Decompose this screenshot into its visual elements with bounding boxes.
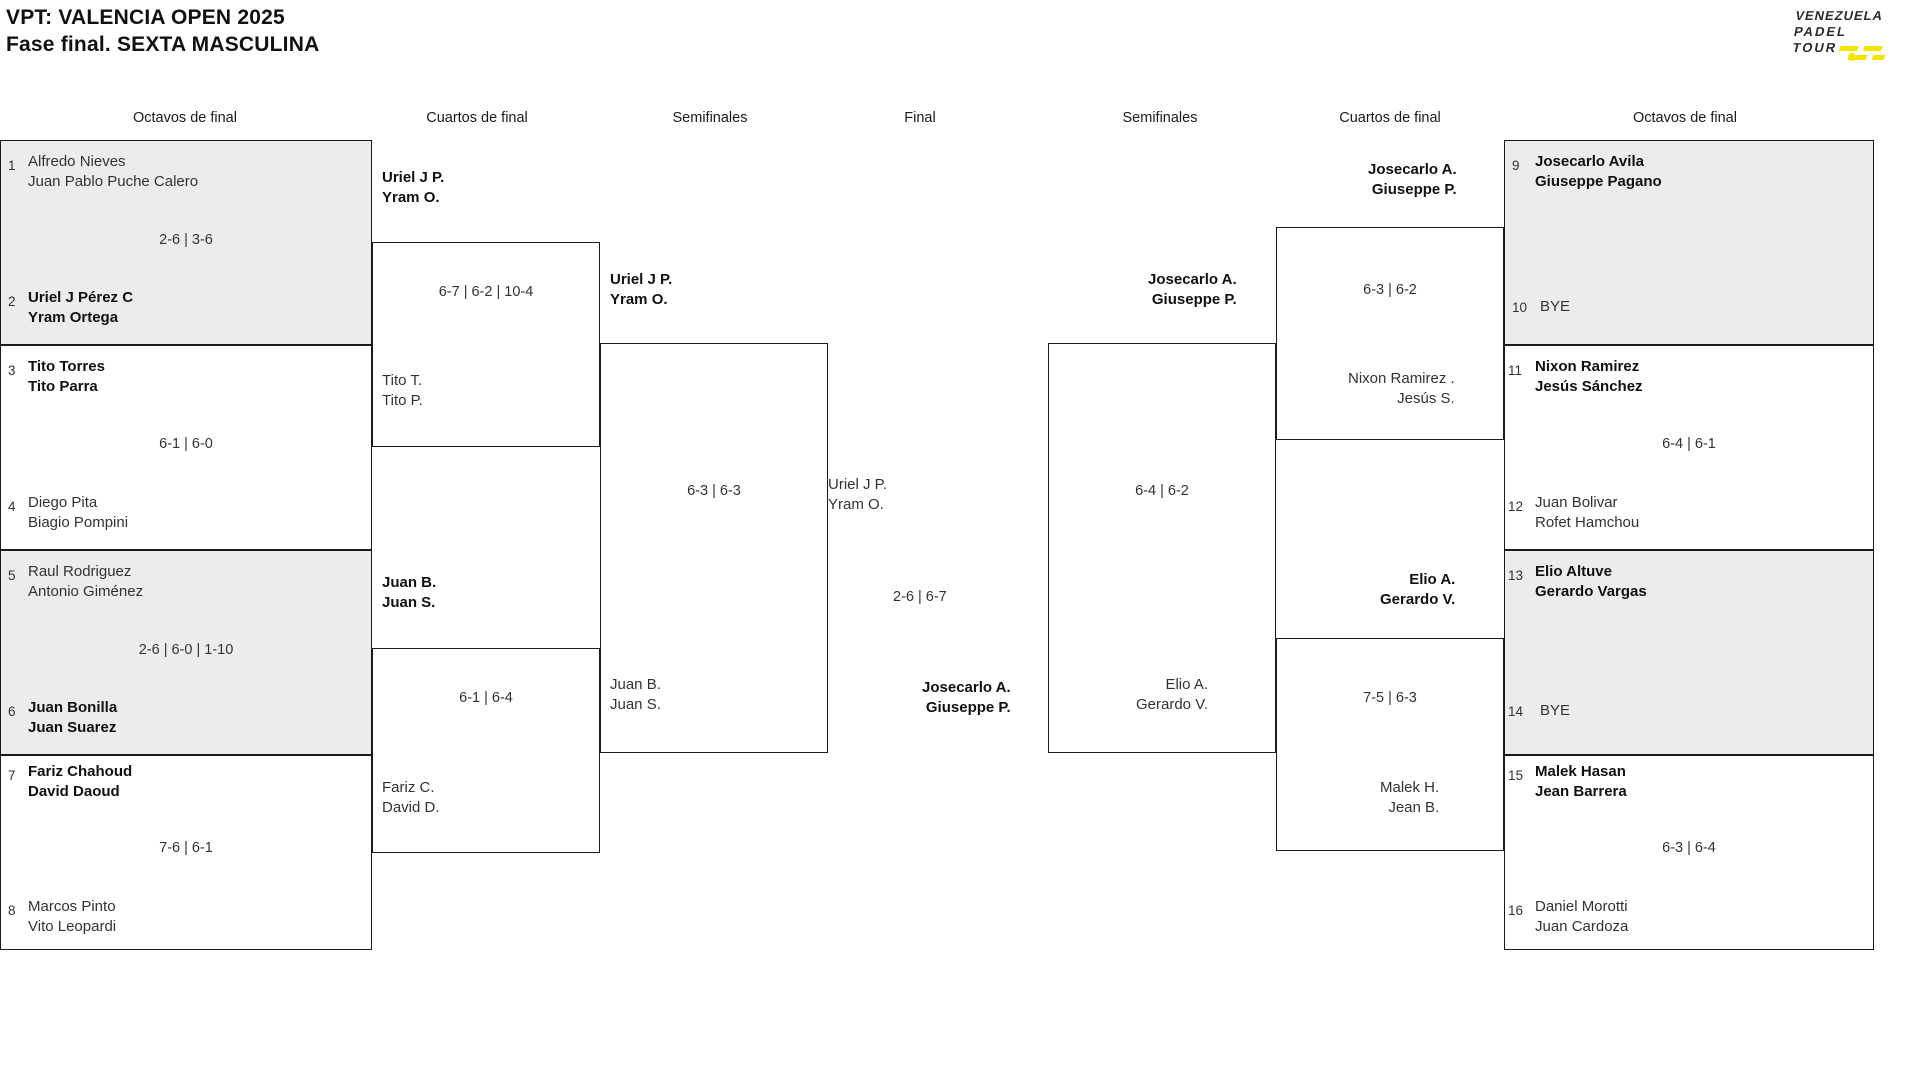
seed-1: 1 [8,158,16,173]
team-left-octavos-5: Raul Rodriguez Antonio Giménez [28,563,144,600]
score-left-cuartos-2: 6-1 | 6-4 [459,690,513,706]
score-left-octavos-1: 2-6 | 3-6 [159,232,213,248]
seed-11: 11 [1508,363,1523,378]
seed-12: 12 [1508,499,1524,514]
team-right-cuartos-1: Josecarlo A. Giuseppe P. [1368,161,1457,198]
score-right-cuartos-1: 6-3 | 6-2 [1363,282,1417,298]
round-header-right-octavos: Octavos de final [1633,110,1737,126]
team-right-cuartos-4: Malek H. Jean B. [1380,779,1440,816]
seed-16: 16 [1508,903,1524,918]
round-header-left-cuartos: Cuartos de final [426,110,528,126]
score-right-cuartos-2: 7-5 | 6-3 [1363,690,1417,706]
team-left-cuartos-1: Uriel J P. Yram O. [382,169,445,206]
page-title [6,4,319,58]
team-right-octavos-16: Daniel Morotti Juan Cardoza [1535,898,1629,935]
team-left-octavos-1: Alfredo Nieves Juan Pablo Puche Calero [28,153,199,190]
match-box-right-cuartos-1[interactable] [1276,227,1504,440]
team-left-octavos-4: Diego Pita Biagio Pompini [28,494,129,531]
score-right-semis: 6-4 | 6-2 [1135,483,1189,499]
score-final: 2-6 | 6-7 [893,589,947,605]
team-right-octavos-12: Juan Bolivar Rofet Hamchou [1535,494,1640,531]
score-left-octavos-4: 7-6 | 6-1 [159,840,213,856]
tournament-subtitle: Fase final. SEXTA MASCULINA [6,33,320,56]
seed-15: 15 [1508,768,1524,783]
tournament-title: VPT: VALENCIA OPEN 2025 [6,6,285,29]
team-left-semis-2: Juan B. Juan S. [610,676,661,713]
match-box-left-cuartos-2[interactable] [372,648,600,853]
round-header-left-semis: Semifinales [672,110,748,126]
round-header-right-semis: Semifinales [1122,110,1198,126]
seed-8: 8 [8,903,16,918]
team-right-octavos-13: Elio Altuve Gerardo Vargas [1535,563,1647,600]
team-right-cuartos-2: Nixon Ramirez . Jesús S. [1348,370,1455,407]
team-right-octavos-11: Nixon Ramirez Jesús Sánchez [1535,358,1643,395]
svg-text:PADEL: PADEL [1792,24,1849,39]
bye-10: BYE [1540,298,1571,315]
team-left-octavos-3: Tito Torres Tito Parra [28,358,105,395]
score-right-octavos-4: 6-3 | 6-4 [1662,840,1716,856]
vpt-logo-icon [1786,4,1906,66]
round-header-right-cuartos: Cuartos de final [1339,110,1441,126]
score-left-semis: 6-3 | 6-3 [687,483,741,499]
match-box-right-cuartos-2[interactable] [1276,638,1504,851]
team-left-cuartos-4: Fariz C. David D. [382,779,440,816]
seed-10: 10 [1512,300,1528,315]
score-left-octavos-2: 6-1 | 6-0 [159,436,213,452]
team-right-semis-2: Elio A. Gerardo V. [1136,676,1208,713]
score-right-octavos-2: 6-4 | 6-1 [1662,436,1716,452]
team-right-octavos-9: Josecarlo Avila Giuseppe Pagano [1535,153,1662,190]
team-left-cuartos-2: Tito T. Tito P. [382,372,423,409]
seed-5: 5 [8,568,16,583]
seed-7: 7 [8,768,16,783]
team-final-right: Josecarlo A. Giuseppe P. [922,679,1011,716]
seed-14: 14 [1508,704,1524,719]
team-final-left: Uriel J P. Yram O. [828,476,887,513]
bye-14: BYE [1540,702,1571,719]
team-left-octavos-2: Uriel J Pérez C Yram Ortega [28,289,134,326]
svg-text:VENEZUELA: VENEZUELA [1793,8,1885,23]
seed-6: 6 [8,704,16,719]
team-left-octavos-7: Fariz Chahoud David Daoud [28,763,133,800]
round-header-final: Final [904,110,936,126]
vpt-logo [1786,4,1906,66]
seed-13: 13 [1508,568,1524,583]
seed-9: 9 [1512,158,1520,173]
match-box-left-cuartos-1[interactable] [372,242,600,447]
team-right-octavos-15: Malek Hasan Jean Barrera [1535,763,1627,800]
svg-text:TOUR: TOUR [1791,40,1839,55]
team-left-cuartos-3: Juan B. Juan S. [382,574,437,611]
seed-3: 3 [8,363,16,378]
team-right-semis-1: Josecarlo A. Giuseppe P. [1148,271,1237,308]
seed-2: 2 [8,294,16,309]
team-left-semis-1: Uriel J P. Yram O. [610,271,673,308]
team-right-cuartos-3: Elio A. Gerardo V. [1380,571,1456,608]
team-left-octavos-6: Juan Bonilla Juan Suarez [28,699,118,736]
round-header-left-octavos: Octavos de final [133,110,237,126]
score-left-octavos-3: 2-6 | 6-0 | 1-10 [138,642,234,658]
seed-4: 4 [8,499,16,514]
score-left-cuartos-1: 6-7 | 6-2 | 10-4 [438,284,534,300]
team-left-octavos-8: Marcos Pinto Vito Leopardi [28,898,117,935]
